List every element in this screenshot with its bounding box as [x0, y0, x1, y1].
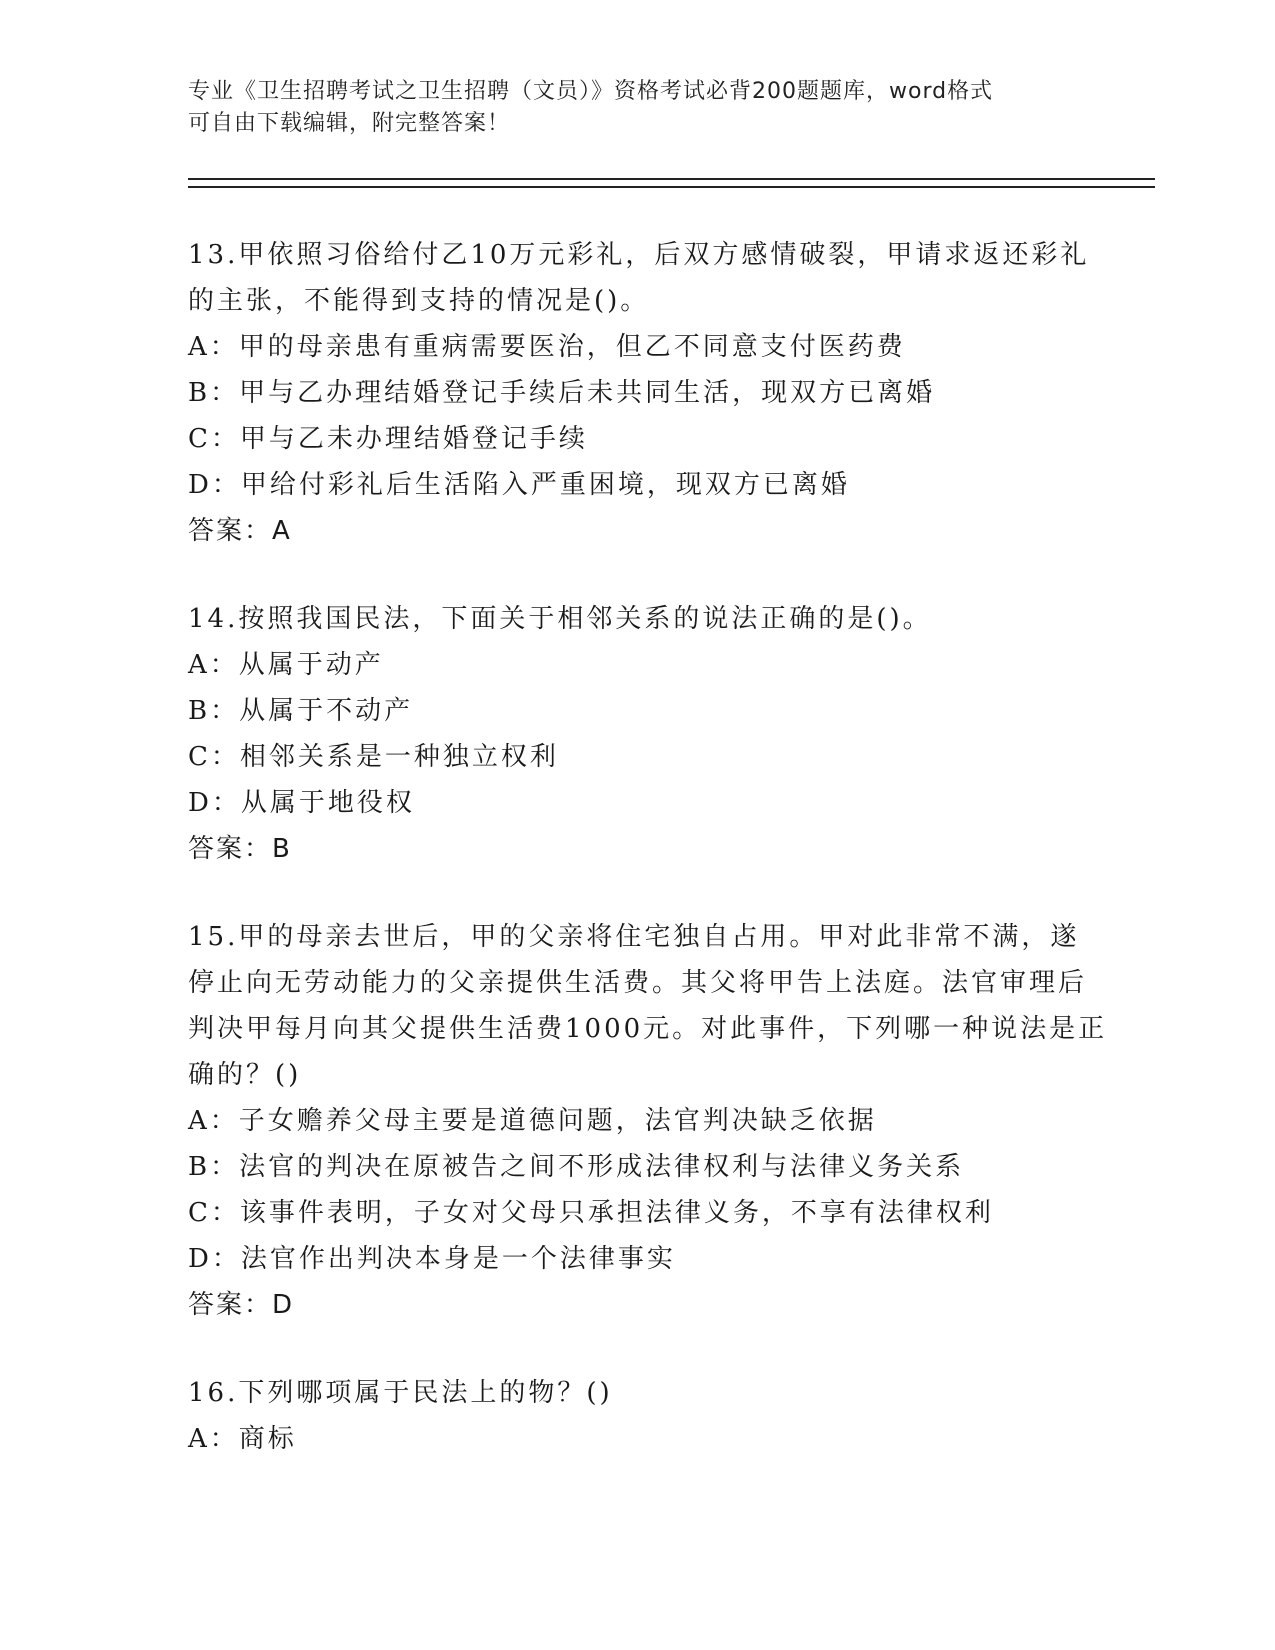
question-stem: 14.按照我国民法，下面关于相邻关系的说法正确的是()。 [188, 604, 932, 634]
header-line-1: 专业《卫生招聘考试之卫生招聘（文员）》资格考试必背200题题库，word格式 [188, 79, 994, 104]
option-a: A：子女赡养父母主要是道德问题，法官判决缺乏依据 [188, 1106, 877, 1136]
option-a: A：从属于动产 [188, 650, 384, 680]
question-13 [188, 232, 1108, 554]
option-b: B：甲与乙办理结婚登记手续后未共同生活，现双方已离婚 [188, 378, 936, 408]
option-b: B：法官的判决在原被告之间不形成法律权利与法律义务关系 [188, 1152, 965, 1182]
option-b: B：从属于不动产 [188, 696, 414, 726]
header-line-2: 可自由下载编辑，附完整答案！ [188, 111, 511, 136]
answer: 答案：D [188, 1290, 295, 1320]
option-c: C：相邻关系是一种独立权利 [188, 742, 559, 772]
question-16 [188, 1370, 1108, 1462]
answer: 答案：A [188, 516, 292, 546]
document-header [188, 76, 1088, 140]
header-divider [188, 178, 1155, 188]
option-c: C：该事件表明，子女对父母只承担法律义务，不享有法律权利 [188, 1198, 994, 1228]
option-d: D：甲给付彩礼后生活陷入严重困境，现双方已离婚 [188, 470, 850, 500]
answer: 答案：B [188, 834, 292, 864]
question-15 [188, 914, 1108, 1328]
option-c: C：甲与乙未办理结婚登记手续 [188, 424, 588, 454]
option-d: D：从属于地役权 [188, 788, 415, 818]
option-a: A：甲的母亲患有重病需要医治，但乙不同意支付医药费 [188, 332, 906, 362]
question-stem: 13.甲依照习俗给付乙10万元彩礼，后双方感情破裂，甲请求返还彩礼的主张，不能得到支持的情况是()。 [188, 240, 1090, 316]
question-14 [188, 596, 1108, 872]
question-stem: 15.甲的母亲去世后，甲的父亲将住宅独自占用。甲对此非常不满，遂停止向无劳动能力的父亲提供生活费。其父将甲告上法庭。法官审理后判决甲每月向其父提供生活费1000元。对此事件，下列哪一种说法是正确的？() [188, 922, 1108, 1090]
option-d: D：法官作出判决本身是一个法律事实 [188, 1244, 676, 1274]
question-stem: 16.下列哪项属于民法上的物？() [188, 1378, 613, 1408]
option-a: A：商标 [188, 1424, 297, 1454]
question-list [188, 232, 1108, 1504]
